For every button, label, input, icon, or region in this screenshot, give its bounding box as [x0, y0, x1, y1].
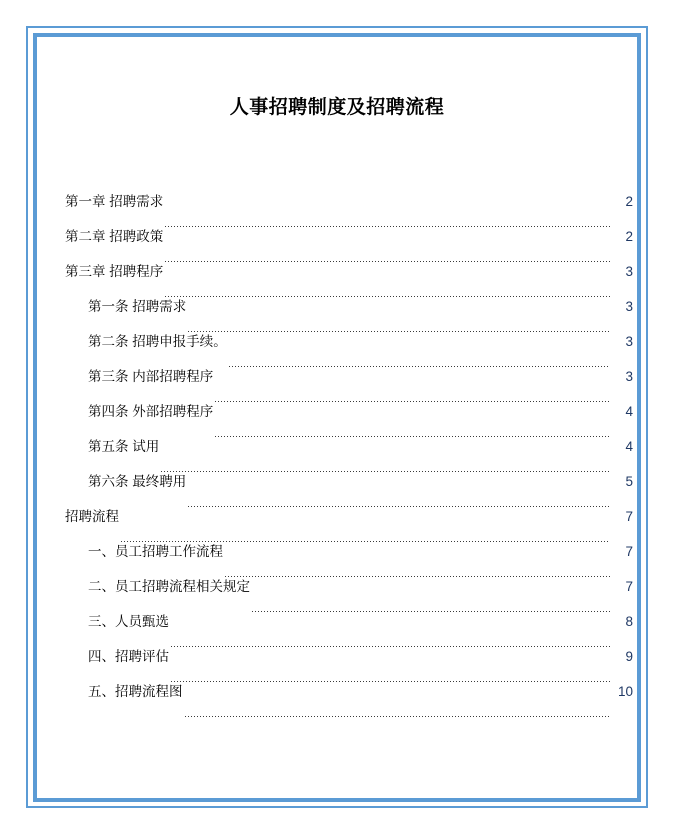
toc-entry-label: 第五条 试用: [88, 439, 160, 454]
toc-entry[interactable]: [37, 510, 637, 545]
toc-entry-label: 第二章 招聘政策: [65, 229, 164, 244]
toc-dot-leader: [121, 541, 610, 542]
toc-entry-label: 第四条 外部招聘程序: [88, 404, 214, 419]
toc-entry[interactable]: [37, 195, 637, 230]
toc-entry-label: 三、人员甄选: [88, 614, 169, 629]
toc-entry[interactable]: [37, 475, 637, 510]
toc-entry-label: 招聘流程: [65, 509, 119, 524]
toc-entry-label: 五、招聘流程图: [88, 684, 183, 699]
toc-entry-page-number: 3: [625, 369, 633, 384]
document-page: [37, 37, 637, 798]
toc-entry-label: 一、员工招聘工作流程: [88, 544, 223, 559]
toc-entry[interactable]: [37, 405, 637, 440]
toc-entry-page-number: 7: [625, 509, 633, 524]
toc-entry[interactable]: [37, 580, 637, 615]
toc-entry[interactable]: [37, 335, 637, 370]
toc-entry-page-number: 7: [625, 544, 633, 559]
toc-entry[interactable]: [37, 370, 637, 405]
toc-entry-page-number: 2: [625, 229, 633, 244]
toc-dot-leader: [188, 506, 610, 507]
toc-dot-leader: [225, 576, 610, 577]
toc-entry-page-number: 2: [625, 194, 633, 209]
toc-entry-label: 第一章 招聘需求: [65, 194, 164, 209]
toc-entry-label: 第六条 最终聘用: [88, 474, 187, 489]
toc-dot-leader: [229, 366, 610, 367]
toc-dot-leader: [215, 401, 610, 402]
toc-dot-leader: [171, 646, 610, 647]
toc-dot-leader: [171, 681, 610, 682]
table-of-contents: [37, 195, 637, 720]
toc-entry-page-number: 9: [625, 649, 633, 664]
toc-entry-page-number: 5: [625, 474, 633, 489]
toc-entry-label: 二、员工招聘流程相关规定: [88, 579, 250, 594]
toc-entry[interactable]: [37, 265, 637, 300]
toc-entry-page-number: 10: [617, 684, 633, 699]
toc-entry-page-number: 3: [625, 299, 633, 314]
document-title: 人事招聘制度及招聘流程: [229, 97, 445, 118]
toc-entry-page-number: 4: [625, 439, 633, 454]
toc-entry[interactable]: [37, 615, 637, 650]
toc-entry-page-number: 3: [625, 334, 633, 349]
toc-entry[interactable]: [37, 545, 637, 580]
toc-entry-page-number: 3: [625, 264, 633, 279]
toc-entry[interactable]: [37, 230, 637, 265]
toc-entry-label: 第一条 招聘需求: [88, 299, 187, 314]
toc-dot-leader: [165, 261, 610, 262]
toc-dot-leader: [252, 611, 610, 612]
toc-entry[interactable]: [37, 440, 637, 475]
toc-dot-leader: [188, 331, 610, 332]
toc-dot-leader: [215, 436, 610, 437]
toc-entry[interactable]: [37, 300, 637, 335]
toc-entry-page-number: 7: [625, 579, 633, 594]
toc-dot-leader: [185, 716, 611, 717]
toc-entry-label: 四、招聘评估: [88, 649, 169, 664]
toc-dot-leader: [165, 226, 610, 227]
toc-entry-page-number: 8: [625, 614, 633, 629]
toc-dot-leader: [165, 296, 610, 297]
toc-dot-leader: [161, 471, 610, 472]
toc-entry-page-number: 4: [625, 404, 633, 419]
toc-entry-label: 第三条 内部招聘程序: [88, 369, 214, 384]
toc-entry-label: 第三章 招聘程序: [65, 264, 164, 279]
toc-entry[interactable]: [37, 685, 637, 720]
toc-entry-label: 第二条 招聘申报手续。: [88, 334, 227, 349]
toc-entry[interactable]: [37, 650, 637, 685]
